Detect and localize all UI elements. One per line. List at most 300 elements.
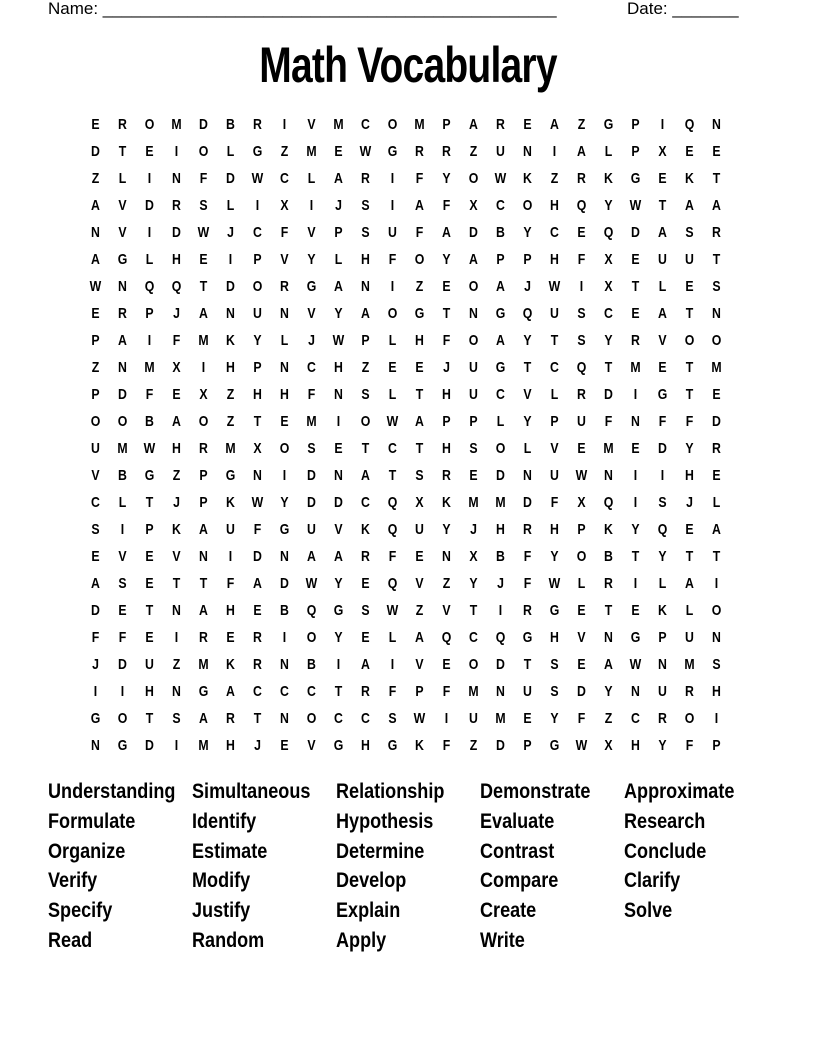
grid-letter[interactable]: V xyxy=(550,440,559,457)
grid-letter[interactable]: K xyxy=(226,494,235,511)
grid-letter[interactable]: A xyxy=(334,548,343,565)
grid-letter[interactable]: Z xyxy=(469,143,478,160)
grid-letter[interactable]: S xyxy=(361,386,370,403)
grid-letter[interactable]: T xyxy=(523,656,532,673)
grid-letter[interactable]: S xyxy=(199,197,208,214)
grid-letter[interactable]: A xyxy=(469,251,478,268)
grid-letter[interactable]: I xyxy=(120,683,125,700)
grid-letter[interactable]: H xyxy=(172,251,181,268)
grid-letter[interactable]: L xyxy=(307,170,316,187)
grid-letter[interactable]: O xyxy=(198,143,209,160)
grid-letter[interactable]: E xyxy=(91,548,100,565)
grid-letter[interactable]: U xyxy=(415,521,424,538)
grid-letter[interactable]: A xyxy=(415,629,424,646)
grid-letter[interactable]: Y xyxy=(442,170,451,187)
grid-letter[interactable]: C xyxy=(388,440,397,457)
grid-letter[interactable]: P xyxy=(199,494,208,511)
grid-letter[interactable]: T xyxy=(145,494,154,511)
grid-letter[interactable]: Q xyxy=(603,494,614,511)
grid-letter[interactable]: O xyxy=(144,116,155,133)
grid-letter[interactable]: P xyxy=(550,413,559,430)
grid-letter[interactable]: E xyxy=(226,629,235,646)
grid-letter[interactable]: T xyxy=(199,575,208,592)
grid-letter[interactable]: H xyxy=(172,440,181,457)
grid-letter[interactable]: Q xyxy=(441,629,452,646)
grid-letter[interactable]: D xyxy=(145,737,154,754)
grid-letter[interactable]: F xyxy=(226,575,235,592)
grid-letter[interactable]: V xyxy=(334,521,343,538)
grid-letter[interactable]: J xyxy=(92,656,99,673)
grid-letter[interactable]: N xyxy=(496,683,505,700)
grid-letter[interactable]: Z xyxy=(415,602,424,619)
grid-letter[interactable]: U xyxy=(253,305,262,322)
grid-letter[interactable]: N xyxy=(712,629,721,646)
grid-letter[interactable]: E xyxy=(685,278,694,295)
grid-letter[interactable]: K xyxy=(226,656,235,673)
grid-letter[interactable]: V xyxy=(118,197,127,214)
grid-letter[interactable]: Y xyxy=(280,494,289,511)
grid-letter[interactable]: Y xyxy=(334,629,343,646)
grid-letter[interactable]: R xyxy=(118,305,127,322)
grid-letter[interactable]: F xyxy=(523,575,532,592)
grid-letter[interactable]: Q xyxy=(576,197,587,214)
grid-letter[interactable]: E xyxy=(712,467,721,484)
grid-letter[interactable]: Q xyxy=(684,116,695,133)
grid-letter[interactable]: U xyxy=(577,413,586,430)
grid-letter[interactable]: O xyxy=(279,440,290,457)
grid-letter[interactable]: S xyxy=(118,575,127,592)
grid-letter[interactable]: Z xyxy=(442,575,451,592)
grid-letter[interactable]: P xyxy=(91,386,100,403)
grid-letter[interactable]: H xyxy=(496,521,505,538)
grid-letter[interactable]: Y xyxy=(442,251,451,268)
grid-letter[interactable]: Q xyxy=(657,521,668,538)
grid-letter[interactable]: W xyxy=(332,332,345,349)
grid-letter[interactable]: S xyxy=(172,710,181,727)
grid-letter[interactable]: L xyxy=(577,575,586,592)
grid-letter[interactable]: H xyxy=(226,737,235,754)
grid-letter[interactable]: T xyxy=(442,305,451,322)
grid-letter[interactable]: K xyxy=(361,521,370,538)
grid-letter[interactable]: E xyxy=(685,143,694,160)
grid-letter[interactable]: G xyxy=(495,305,506,322)
grid-letter[interactable]: G xyxy=(252,143,263,160)
grid-letter[interactable]: L xyxy=(388,629,397,646)
grid-letter[interactable]: N xyxy=(442,548,451,565)
grid-letter[interactable]: H xyxy=(550,251,559,268)
grid-letter[interactable]: N xyxy=(280,656,289,673)
grid-letter[interactable]: L xyxy=(604,143,613,160)
grid-letter[interactable]: V xyxy=(91,467,100,484)
grid-letter[interactable]: L xyxy=(523,440,532,457)
grid-letter[interactable]: C xyxy=(280,683,289,700)
grid-letter[interactable]: F xyxy=(685,413,694,430)
grid-letter[interactable]: Y xyxy=(307,251,316,268)
grid-letter[interactable]: A xyxy=(253,575,262,592)
grid-letter[interactable]: R xyxy=(523,602,532,619)
grid-letter[interactable]: F xyxy=(388,683,397,700)
grid-letter[interactable]: W xyxy=(305,575,318,592)
grid-letter[interactable]: D xyxy=(496,467,505,484)
grid-letter[interactable]: L xyxy=(145,251,154,268)
grid-letter[interactable]: C xyxy=(550,359,559,376)
grid-letter[interactable]: E xyxy=(442,278,451,295)
grid-letter[interactable]: O xyxy=(306,710,317,727)
grid-letter[interactable]: N xyxy=(523,467,532,484)
grid-letter[interactable]: S xyxy=(361,197,370,214)
grid-letter[interactable]: W xyxy=(575,467,588,484)
grid-letter[interactable]: N xyxy=(469,305,478,322)
grid-letter[interactable]: R xyxy=(442,143,451,160)
grid-letter[interactable]: T xyxy=(658,197,667,214)
grid-letter[interactable]: L xyxy=(496,413,505,430)
grid-letter[interactable]: R xyxy=(442,467,451,484)
grid-letter[interactable]: K xyxy=(226,332,235,349)
grid-letter[interactable]: D xyxy=(334,494,343,511)
grid-letter[interactable]: N xyxy=(631,413,640,430)
grid-letter[interactable]: E xyxy=(91,116,100,133)
grid-letter[interactable]: U xyxy=(388,224,397,241)
grid-letter[interactable]: D xyxy=(226,170,235,187)
grid-letter[interactable]: Z xyxy=(604,710,613,727)
grid-letter[interactable]: F xyxy=(388,251,397,268)
grid-letter[interactable]: M xyxy=(495,494,506,511)
grid-letter[interactable]: F xyxy=(415,224,424,241)
grid-letter[interactable]: T xyxy=(685,305,694,322)
grid-letter[interactable]: N xyxy=(280,359,289,376)
grid-letter[interactable]: P xyxy=(199,467,208,484)
grid-letter[interactable]: B xyxy=(496,548,505,565)
grid-letter[interactable]: D xyxy=(496,656,505,673)
grid-letter[interactable]: I xyxy=(228,548,233,565)
grid-letter[interactable]: B xyxy=(145,413,154,430)
grid-letter[interactable]: N xyxy=(226,305,235,322)
grid-letter[interactable]: I xyxy=(336,656,341,673)
grid-letter[interactable]: J xyxy=(227,224,234,241)
grid-letter[interactable]: A xyxy=(199,305,208,322)
grid-letter[interactable]: H xyxy=(226,602,235,619)
grid-letter[interactable]: U xyxy=(307,521,316,538)
grid-letter[interactable]: P xyxy=(253,251,262,268)
grid-letter[interactable]: V xyxy=(577,629,586,646)
grid-letter[interactable]: T xyxy=(685,386,694,403)
grid-letter[interactable]: I xyxy=(552,143,557,160)
grid-letter[interactable]: D xyxy=(577,683,586,700)
grid-letter[interactable]: Q xyxy=(387,575,398,592)
grid-letter[interactable]: G xyxy=(198,683,209,700)
grid-letter[interactable]: J xyxy=(443,359,450,376)
grid-letter[interactable]: U xyxy=(550,305,559,322)
grid-letter[interactable]: Z xyxy=(172,467,181,484)
grid-letter[interactable]: N xyxy=(604,629,613,646)
date-field[interactable]: Date: _______ xyxy=(627,0,739,18)
grid-letter[interactable]: G xyxy=(117,737,128,754)
grid-letter[interactable]: E xyxy=(658,170,667,187)
grid-letter[interactable]: Z xyxy=(91,170,100,187)
grid-letter[interactable]: G xyxy=(657,386,668,403)
grid-letter[interactable]: D xyxy=(118,656,127,673)
grid-letter[interactable]: P xyxy=(631,143,640,160)
grid-letter[interactable]: Y xyxy=(604,683,613,700)
grid-letter[interactable]: E xyxy=(442,656,451,673)
grid-letter[interactable]: P xyxy=(523,251,532,268)
grid-letter[interactable]: E xyxy=(361,575,370,592)
grid-letter[interactable]: V xyxy=(307,224,316,241)
grid-letter[interactable]: W xyxy=(143,440,156,457)
grid-letter[interactable]: Q xyxy=(387,494,398,511)
grid-letter[interactable]: E xyxy=(280,413,289,430)
grid-letter[interactable]: T xyxy=(685,359,694,376)
grid-letter[interactable]: E xyxy=(577,440,586,457)
grid-letter[interactable]: G xyxy=(90,710,101,727)
grid-letter[interactable]: N xyxy=(334,467,343,484)
grid-letter[interactable]: H xyxy=(442,386,451,403)
grid-letter[interactable]: X xyxy=(415,494,424,511)
grid-letter[interactable]: D xyxy=(145,197,154,214)
grid-letter[interactable]: C xyxy=(361,494,370,511)
grid-letter[interactable]: M xyxy=(171,116,182,133)
grid-letter[interactable]: I xyxy=(174,629,179,646)
grid-letter[interactable]: N xyxy=(280,710,289,727)
grid-letter[interactable]: U xyxy=(550,467,559,484)
grid-letter[interactable]: B xyxy=(118,467,127,484)
grid-letter[interactable]: Y xyxy=(469,575,478,592)
grid-letter[interactable]: W xyxy=(386,413,399,430)
grid-letter[interactable]: R xyxy=(658,710,667,727)
grid-letter[interactable]: Z xyxy=(550,170,559,187)
grid-letter[interactable]: P xyxy=(712,737,721,754)
grid-letter[interactable]: Y xyxy=(658,548,667,565)
grid-letter[interactable]: E xyxy=(145,548,154,565)
grid-letter[interactable]: X xyxy=(199,386,208,403)
grid-letter[interactable]: F xyxy=(172,332,181,349)
grid-letter[interactable]: O xyxy=(387,305,398,322)
grid-letter[interactable]: H xyxy=(361,737,370,754)
grid-letter[interactable]: M xyxy=(603,440,614,457)
grid-letter[interactable]: E xyxy=(118,602,127,619)
grid-letter[interactable]: S xyxy=(712,656,721,673)
grid-letter[interactable]: I xyxy=(633,575,638,592)
grid-letter[interactable]: T xyxy=(253,413,262,430)
grid-letter[interactable]: C xyxy=(361,710,370,727)
grid-letter[interactable]: Y xyxy=(523,224,532,241)
grid-letter[interactable]: P xyxy=(469,413,478,430)
grid-letter[interactable]: P xyxy=(91,332,100,349)
grid-letter[interactable]: A xyxy=(199,602,208,619)
grid-letter[interactable]: G xyxy=(225,467,236,484)
grid-letter[interactable]: X xyxy=(469,197,478,214)
grid-letter[interactable]: Q xyxy=(387,521,398,538)
grid-letter[interactable]: O xyxy=(684,710,695,727)
grid-letter[interactable]: J xyxy=(497,575,504,592)
grid-letter[interactable]: P xyxy=(442,116,451,133)
grid-letter[interactable]: N xyxy=(118,359,127,376)
grid-letter[interactable]: M xyxy=(198,656,209,673)
grid-letter[interactable]: I xyxy=(174,737,179,754)
grid-letter[interactable]: R xyxy=(577,170,586,187)
grid-letter[interactable]: N xyxy=(172,170,181,187)
grid-letter[interactable]: W xyxy=(251,170,264,187)
grid-letter[interactable]: L xyxy=(280,332,289,349)
grid-letter[interactable]: S xyxy=(307,440,316,457)
grid-letter[interactable]: D xyxy=(172,224,181,241)
grid-letter[interactable]: K xyxy=(415,737,424,754)
grid-letter[interactable]: G xyxy=(117,251,128,268)
grid-letter[interactable]: N xyxy=(91,737,100,754)
grid-letter[interactable]: C xyxy=(604,305,613,322)
grid-letter[interactable]: H xyxy=(145,683,154,700)
grid-letter[interactable]: A xyxy=(334,170,343,187)
grid-letter[interactable]: X xyxy=(253,440,262,457)
grid-letter[interactable]: T xyxy=(685,548,694,565)
grid-letter[interactable]: F xyxy=(307,386,316,403)
grid-letter[interactable]: F xyxy=(442,197,451,214)
grid-letter[interactable]: I xyxy=(282,116,287,133)
grid-letter[interactable]: N xyxy=(658,656,667,673)
grid-letter[interactable]: S xyxy=(550,656,559,673)
grid-letter[interactable]: F xyxy=(145,386,154,403)
grid-letter[interactable]: M xyxy=(198,332,209,349)
grid-letter[interactable]: I xyxy=(714,710,719,727)
grid-letter[interactable]: A xyxy=(91,197,100,214)
grid-letter[interactable]: T xyxy=(604,602,613,619)
grid-letter[interactable]: L xyxy=(226,197,235,214)
grid-letter[interactable]: H xyxy=(550,197,559,214)
grid-letter[interactable]: A xyxy=(550,116,559,133)
grid-letter[interactable]: A xyxy=(685,575,694,592)
grid-letter[interactable]: T xyxy=(253,710,262,727)
grid-letter[interactable]: M xyxy=(468,683,479,700)
grid-letter[interactable]: R xyxy=(685,683,694,700)
grid-letter[interactable]: G xyxy=(630,629,641,646)
grid-letter[interactable]: T xyxy=(604,359,613,376)
grid-letter[interactable]: R xyxy=(253,116,262,133)
grid-letter[interactable]: H xyxy=(334,359,343,376)
grid-letter[interactable]: F xyxy=(550,494,559,511)
grid-letter[interactable]: G xyxy=(630,170,641,187)
grid-letter[interactable]: T xyxy=(145,710,154,727)
grid-letter[interactable]: Q xyxy=(144,278,155,295)
grid-letter[interactable]: N xyxy=(91,224,100,241)
grid-letter[interactable]: Y xyxy=(253,332,262,349)
grid-letter[interactable]: H xyxy=(550,521,559,538)
grid-letter[interactable]: Z xyxy=(469,737,478,754)
grid-letter[interactable]: Y xyxy=(550,710,559,727)
grid-letter[interactable]: U xyxy=(226,521,235,538)
grid-letter[interactable]: K xyxy=(523,170,532,187)
grid-letter[interactable]: R xyxy=(712,224,721,241)
grid-letter[interactable]: O xyxy=(252,278,263,295)
grid-letter[interactable]: H xyxy=(280,386,289,403)
grid-letter[interactable]: F xyxy=(91,629,100,646)
grid-letter[interactable]: D xyxy=(658,440,667,457)
grid-letter[interactable]: W xyxy=(89,278,102,295)
grid-letter[interactable]: R xyxy=(199,629,208,646)
grid-letter[interactable]: G xyxy=(495,359,506,376)
grid-letter[interactable]: P xyxy=(631,116,640,133)
grid-letter[interactable]: F xyxy=(658,413,667,430)
grid-letter[interactable]: U xyxy=(469,386,478,403)
grid-letter[interactable]: I xyxy=(390,278,395,295)
grid-letter[interactable]: Y xyxy=(442,521,451,538)
grid-letter[interactable]: X xyxy=(604,737,613,754)
grid-letter[interactable]: Y xyxy=(334,575,343,592)
grid-letter[interactable]: E xyxy=(469,467,478,484)
grid-letter[interactable]: N xyxy=(361,278,370,295)
grid-letter[interactable]: E xyxy=(658,359,667,376)
grid-letter[interactable]: R xyxy=(118,116,127,133)
grid-letter[interactable]: I xyxy=(390,170,395,187)
grid-letter[interactable]: V xyxy=(307,305,316,322)
grid-letter[interactable]: Y xyxy=(631,521,640,538)
grid-letter[interactable]: M xyxy=(225,440,236,457)
grid-letter[interactable]: E xyxy=(685,521,694,538)
grid-letter[interactable]: C xyxy=(253,683,262,700)
grid-letter[interactable]: Y xyxy=(334,305,343,322)
grid-letter[interactable]: O xyxy=(414,251,425,268)
grid-letter[interactable]: I xyxy=(633,386,638,403)
grid-letter[interactable]: G xyxy=(144,467,155,484)
grid-letter[interactable]: O xyxy=(576,548,587,565)
grid-letter[interactable]: B xyxy=(307,656,316,673)
grid-letter[interactable]: I xyxy=(309,197,314,214)
grid-letter[interactable]: J xyxy=(524,278,531,295)
grid-letter[interactable]: S xyxy=(658,494,667,511)
grid-letter[interactable]: N xyxy=(334,386,343,403)
grid-letter[interactable]: P xyxy=(658,629,667,646)
grid-letter[interactable]: I xyxy=(390,197,395,214)
grid-letter[interactable]: V xyxy=(307,737,316,754)
grid-letter[interactable]: I xyxy=(201,359,206,376)
grid-letter[interactable]: Z xyxy=(280,143,289,160)
grid-letter[interactable]: D xyxy=(307,494,316,511)
grid-letter[interactable]: E xyxy=(280,737,289,754)
grid-letter[interactable]: L xyxy=(334,251,343,268)
grid-letter[interactable]: E xyxy=(577,656,586,673)
grid-letter[interactable]: Y xyxy=(685,440,694,457)
grid-letter[interactable]: W xyxy=(251,494,264,511)
grid-letter[interactable]: E xyxy=(253,602,262,619)
grid-letter[interactable]: E xyxy=(577,602,586,619)
grid-letter[interactable]: Q xyxy=(306,602,317,619)
grid-letter[interactable]: Y xyxy=(604,197,613,214)
grid-letter[interactable]: Y xyxy=(604,332,613,349)
grid-letter[interactable]: K xyxy=(604,521,613,538)
grid-letter[interactable]: C xyxy=(496,197,505,214)
grid-letter[interactable]: D xyxy=(631,224,640,241)
grid-letter[interactable]: N xyxy=(280,305,289,322)
grid-letter[interactable]: U xyxy=(658,251,667,268)
grid-letter[interactable]: D xyxy=(253,548,262,565)
grid-letter[interactable]: T xyxy=(712,251,721,268)
grid-letter[interactable]: I xyxy=(390,656,395,673)
grid-letter[interactable]: U xyxy=(91,440,100,457)
grid-letter[interactable]: C xyxy=(550,224,559,241)
grid-letter[interactable]: A xyxy=(442,224,451,241)
grid-letter[interactable]: B xyxy=(280,602,289,619)
grid-letter[interactable]: S xyxy=(388,710,397,727)
grid-letter[interactable]: W xyxy=(575,737,588,754)
grid-letter[interactable]: C xyxy=(307,359,316,376)
grid-letter[interactable]: I xyxy=(120,521,125,538)
grid-letter[interactable]: O xyxy=(522,197,533,214)
grid-letter[interactable]: R xyxy=(523,521,532,538)
grid-letter[interactable]: E xyxy=(631,305,640,322)
grid-letter[interactable]: A xyxy=(415,413,424,430)
grid-letter[interactable]: K xyxy=(685,170,694,187)
grid-letter[interactable]: R xyxy=(361,170,370,187)
grid-letter[interactable]: R xyxy=(496,116,505,133)
